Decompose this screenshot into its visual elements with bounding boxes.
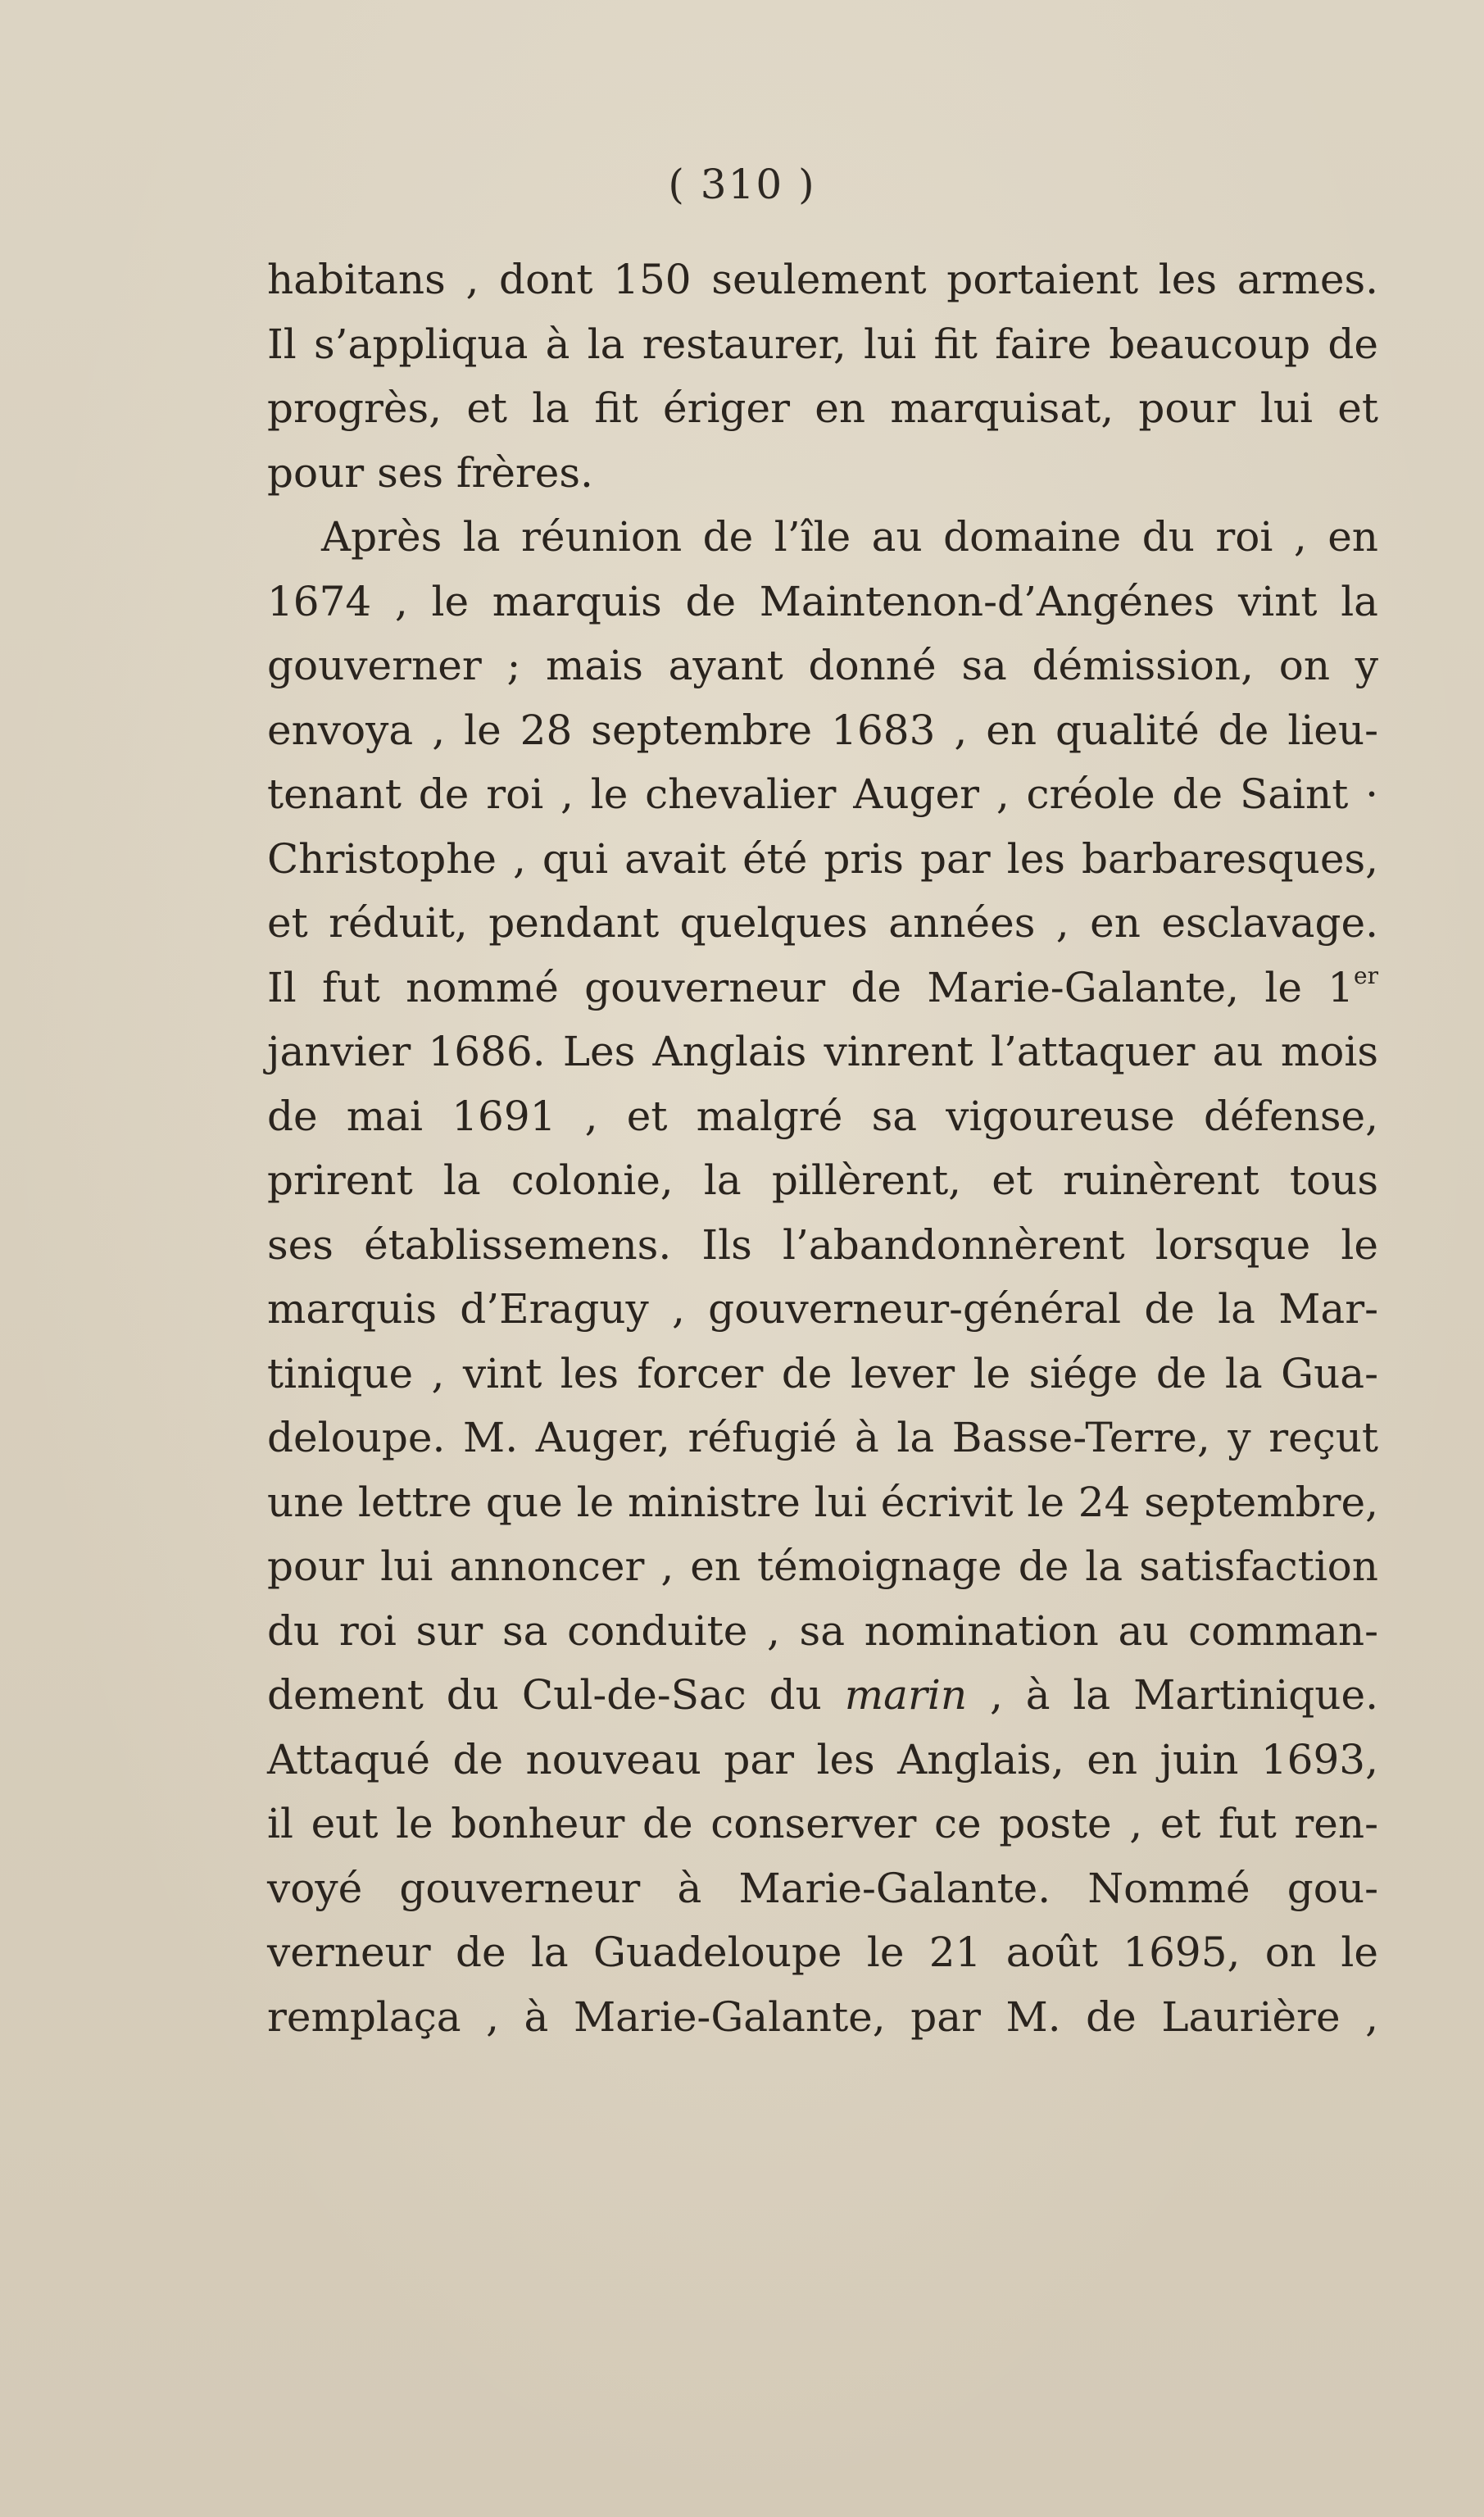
text-line: Christophe , qui avait été pris par les barbaresques, [267, 834, 1378, 883]
line-text: Il fut nommé gouverneur de Marie-Galante, le 1 [267, 963, 1355, 1011]
superscript: er [1354, 961, 1378, 989]
text-line: ses établissemens. Ils l’abandonnèrent lorsque le [267, 1220, 1378, 1269]
text-line: habitans , dont 150 seulement portaient les armes. [267, 256, 1378, 303]
text-line: gouverner ; mais ayant donné sa démission, on y [267, 642, 1378, 689]
text-line: Attaqué de nouveau par les Anglais, en juin 1693, [267, 1735, 1378, 1783]
text-line: verneur de la Guadeloupe le 21 août 1695, on le [267, 1929, 1378, 1976]
text-line: pour ses frères. [267, 448, 593, 497]
text-line: marquis d’Eraguy , gouverneur-général de la Mar- [267, 1285, 1378, 1333]
text-line: Il s’appliqua à la restaurer, lui fit faire beaucoup de [267, 320, 1378, 368]
text-line: il eut le bonheur de conserver ce poste , et fut ren- [267, 1800, 1378, 1847]
italic-word: marin [844, 1671, 968, 1719]
text-line [267, 1663, 1378, 1728]
text-line: tenant de roi , le chevalier Auger , créole de Saint · [267, 770, 1378, 818]
body-text [267, 248, 1378, 2049]
text-line: progrès, et la fit ériger en marquisat, pour lui et [267, 384, 1378, 432]
line-text: , à la Martinique. [967, 1671, 1378, 1719]
text-line: pour lui annoncer , en témoignage de la satisfaction [267, 1542, 1378, 1590]
text-line: voyé gouverneur à Marie-Galante. Nommé gou- [267, 1864, 1378, 1912]
paragraph-first-line: Après la réunion de l’île au domaine du roi , en [321, 513, 1378, 561]
text-line: tinique , vint les forcer de lever le siége de la Gua- [267, 1349, 1378, 1397]
text-line: du roi sur sa conduite , sa nomination au comman- [267, 1606, 1378, 1655]
text-line: deloupe. M. Auger, réfugié à la Basse-Terre, y reçut [267, 1414, 1378, 1461]
line-text: dement du Cul-de-Sac du [267, 1671, 845, 1719]
text-line: 1674 , le marquis de Maintenon-d’Angénes vint la [267, 577, 1378, 625]
text-line [267, 956, 1378, 1020]
text-line: une lettre que le ministre lui écrivit le 24 septembre, [267, 1478, 1378, 1526]
text-line: janvier 1686. Les Anglais vinrent l’attaquer au mois [267, 1028, 1378, 1075]
text-line: prirent la colonie, la pillèrent, et ruinèrent tous [267, 1156, 1378, 1204]
page-number: ( 310 ) [668, 161, 816, 208]
text-line: et réduit, pendant quelques années , en esclavage. [267, 899, 1378, 947]
text-line: de mai 1691 , et malgré sa vigoureuse défense, [267, 1092, 1378, 1140]
text-line: envoya , le 28 septembre 1683 , en qualité de lieu- [267, 706, 1378, 754]
text-line: remplaça , à Marie-Galante, par M. de Laurière , [267, 1992, 1378, 2041]
